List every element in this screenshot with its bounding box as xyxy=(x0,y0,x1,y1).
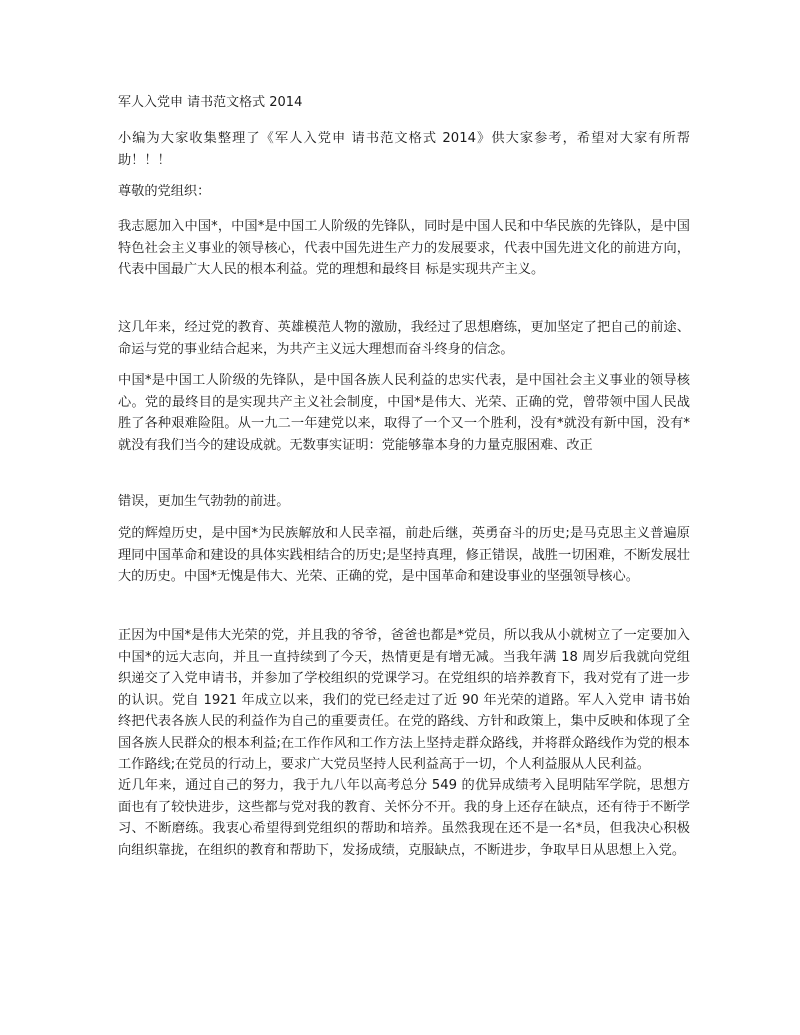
body-paragraph-3-continued: 错误，更加生气勃勃的前进。 xyxy=(118,494,290,509)
intro-paragraph: 小编为大家收集整理了《军人入党申 请书范文格式 2014》供大家参考，希望对大家有所帮助！！！ xyxy=(118,131,690,168)
body-paragraph-1: 我志愿加入中国*，中国*是中国工人阶级的先锋队，同时是中国人民和中华民族的先锋队，是中国特色社会主义事业的领导核心，代表中国先进生产力的发展要求，代表中国先进文化的前进方向，代表中国最广大人民的根本利益。党的理想和最终目 标是实现共产主义。 xyxy=(118,219,690,277)
body-paragraph-6: 近几年来，通过自己的努力，我于九八年以高考总分 549 的优异成绩考入昆明陆军学院，思想方面也有了较快进步，这些都与党对我的教育、关怀分不开。我的身上还存在缺点，还有待于不断学习、不断磨练。我衷心希望得到党组织的帮助和培养。虽然我现在还不是一名*员，但我决心积极向组织靠拢，在组织的教育和帮助下，发扬成绩，克服缺点，不断进步，争取早日从思想上入党。 xyxy=(118,778,690,858)
body-paragraph-5: 正因为中国*是伟大光荣的党，并且我的爷爷，爸爸也都是*党员，所以我从小就树立了一定要加入中国*的远大志向，并且一直持续到了今天，热情更是有增无减。当我年满 18 周岁后我就向党组织递交了入党申请书，并参加了学校组织的党课学习。在党组织的培养教育下，我对党有了进一步的认识。党自 1921 年成立以来，我们的党已经走过了近 90 年光荣的道路。军人入党申 请书始终把代表各族人民的利益作为自己的重要责任。在党的路线、方针和政策上，集中反映和体现了全国各族人民群众的根本利益;在工作作风和工作方法上坚持走群众路线，并将群众路线作为党的根本工作路线;在党员的行动上，要求广大党员坚持人民利益高于一切，个人利益服从人民利益。 xyxy=(118,628,690,772)
salutation: 尊敬的党组织： xyxy=(118,184,211,199)
body-paragraph-3: 中国*是中国工人阶级的先锋队，是中国各族人民利益的忠实代表，是中国社会主义事业的领导核心。党的最终目的是实现共产主义社会制度，中国*是伟大、光荣、正确的党，曾带领中国人民战胜了各种艰难险阻。从一九二一年建党以来，取得了一个又一个胜利，没有*就没有新中国，没有*就没有我们当今的建设成就。无数事实证明：党能够靠本身的力量克服困难、改正 xyxy=(118,373,690,453)
document-title: 军人入党申 请书范文格式 2014 xyxy=(118,95,303,110)
body-paragraph-4: 党的辉煌历史，是中国*为民族解放和人民幸福，前赴后继，英勇奋斗的历史;是马克思主义普遍原理同中国革命和建设的具体实践相结合的历史;是坚持真理，修正错误，战胜一切困难，不断发展壮大的历史。中国*无愧是伟大、光荣、正确的党，是中国革命和建设事业的坚强领导核心。 xyxy=(118,526,690,584)
body-paragraph-2: 这几年来，经过党的教育、英雄模范人物的激励，我经过了思想磨练，更加坚定了把自己的前途、命运与党的事业结合起来，为共产主义远大理想而奋斗终身的信念。 xyxy=(118,320,690,357)
